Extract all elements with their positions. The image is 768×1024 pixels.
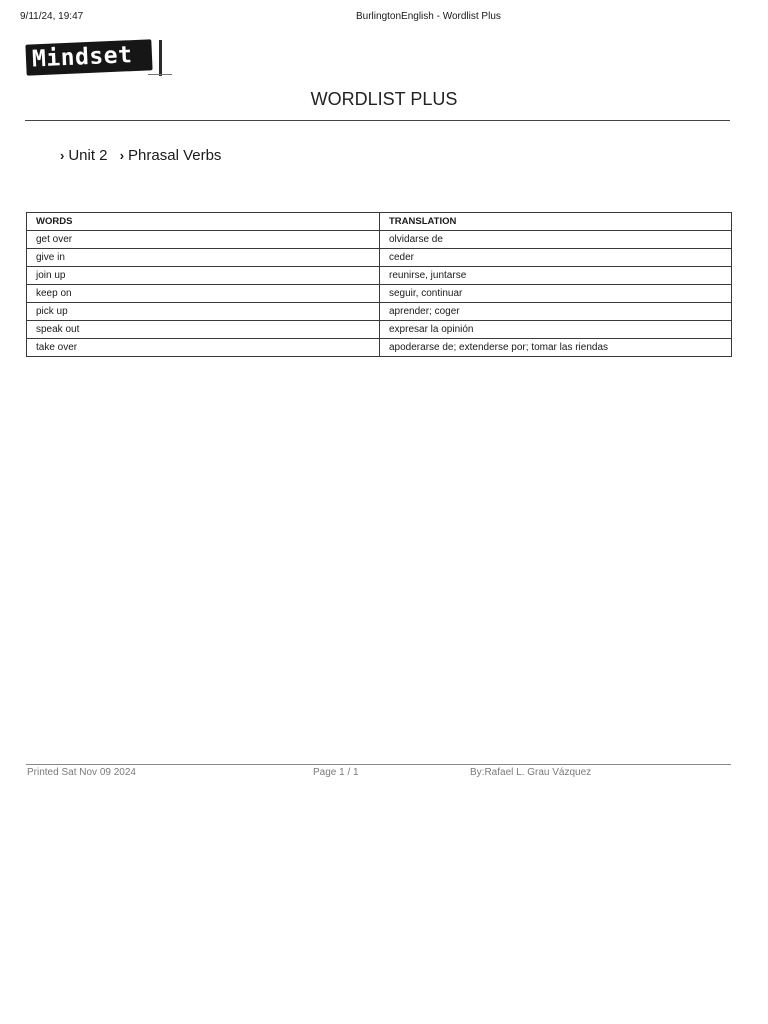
print-header	[0, 11, 768, 27]
footer-author: By:Rafael L. Grau Vázquez	[470, 767, 592, 778]
table-row	[27, 249, 732, 267]
mindset-logo	[26, 40, 172, 78]
translation-cell: seguir, continuar	[380, 285, 732, 303]
word-cell: keep on	[27, 285, 380, 303]
translation-cell: aprender; coger	[380, 303, 732, 321]
word-cell: speak out	[27, 321, 380, 339]
page-title: WORDLIST PLUS	[310, 89, 458, 109]
word-cell: get over	[27, 231, 380, 249]
logo-divider	[159, 40, 162, 76]
column-header-words: WORDS	[27, 213, 380, 231]
word-cell: pick up	[27, 303, 380, 321]
translation-cell: apoderarse de; extenderse por; tomar las riendas	[380, 339, 732, 357]
word-cell: join up	[27, 267, 380, 285]
translation-cell: reunirse, juntarse	[380, 267, 732, 285]
title-divider	[25, 120, 730, 121]
table-row	[27, 285, 732, 303]
chevron-right-icon: ›	[60, 148, 65, 163]
table-row	[27, 321, 732, 339]
column-header-translation: TRANSLATION	[380, 213, 732, 231]
table-row	[27, 339, 732, 357]
logo-text: Mindset	[31, 42, 133, 73]
print-page-title: BurlingtonEnglish - Wordlist Plus	[356, 11, 501, 22]
translation-cell: ceder	[380, 249, 732, 267]
print-datetime: 9/11/24, 19:47	[20, 11, 84, 22]
footer-printed-date: Printed Sat Nov 09 2024	[27, 767, 136, 778]
breadcrumb-topic[interactable]: Phrasal Verbs	[128, 147, 222, 164]
translation-cell: expresar la opinión	[380, 321, 732, 339]
chevron-right-icon: ›	[119, 148, 125, 163]
logo-box	[25, 39, 152, 75]
table-row	[27, 267, 732, 285]
wordlist-table	[26, 212, 732, 357]
translation-cell: olvidarse de	[380, 231, 732, 249]
table-header-row	[27, 213, 732, 231]
breadcrumb-unit[interactable]: Unit 2	[68, 147, 108, 164]
table-row	[27, 303, 732, 321]
table-row	[27, 231, 732, 249]
footer-page-number: Page 1 / 1	[313, 767, 359, 778]
logo-underline	[148, 74, 172, 75]
breadcrumb	[60, 147, 229, 164]
word-cell: take over	[27, 339, 380, 357]
word-cell: give in	[27, 249, 380, 267]
footer-divider	[26, 764, 731, 765]
